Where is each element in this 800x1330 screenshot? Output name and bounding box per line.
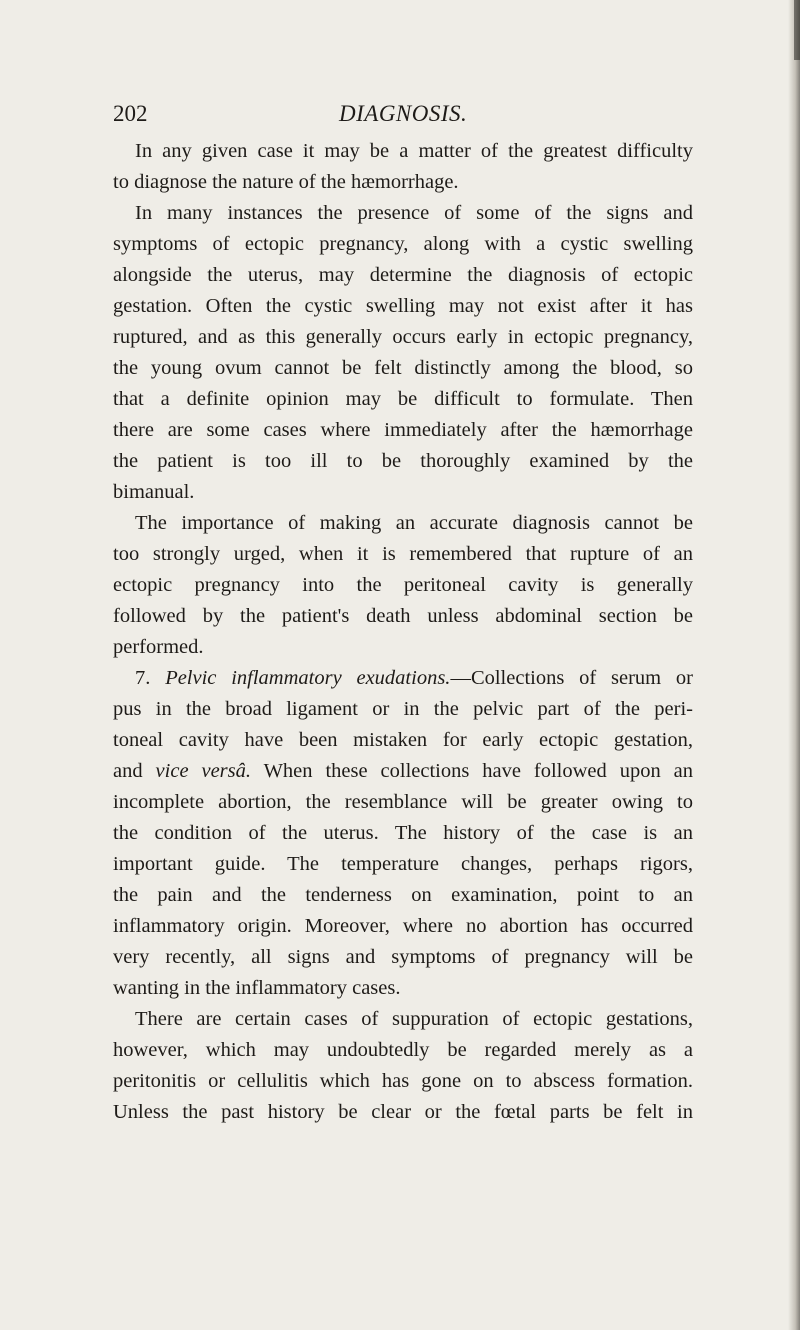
- text-line: that a definite opinion may be difficult to formulate. Then: [113, 388, 693, 410]
- body-text: [113, 136, 693, 1128]
- text-line: pus in the broad ligament or in the pelvic part of the peri-: [113, 698, 693, 720]
- text-line: too strongly urged, when it is remembered that rupture of an: [113, 543, 693, 565]
- text-line: peritonitis or cellulitis which has gone on to abscess formation.: [113, 1070, 693, 1092]
- text-line: the pain and the tenderness on examination, point to an: [113, 884, 693, 906]
- section-heading: Pelvic inflammatory exudations.: [165, 667, 451, 689]
- text-line: there are some cases where immediately after the hæmorrhage: [113, 419, 693, 441]
- text-line: wanting in the inflammatory cases.: [113, 977, 401, 999]
- text-line: inflammatory origin. Moreover, where no abortion has occurred: [113, 915, 693, 937]
- text-line: In any given case it may be a matter of the greatest difficulty: [135, 140, 693, 162]
- text-line: bimanual.: [113, 481, 195, 503]
- text-line: to diagnose the nature of the hæmorrhage.: [113, 171, 459, 193]
- text-line: toneal cavity have been mistaken for early ectopic gestation,: [113, 729, 693, 751]
- text-line: gestation. Often the cystic swelling may not exist after it has: [113, 295, 693, 317]
- section-heading-rest: —Collections of serum or: [450, 667, 693, 689]
- text-line: The importance of making an accurate diagnosis cannot be: [135, 512, 693, 534]
- text-line-vice-versa: [113, 756, 693, 787]
- text-line: the condition of the uterus. The history of the case is an: [113, 822, 693, 844]
- text-line: ectopic pregnancy into the peritoneal cavity is generally: [113, 574, 693, 596]
- running-head: [113, 99, 693, 129]
- section-number: 7.: [135, 667, 151, 689]
- text-line: the patient is too ill to be thoroughly examined by the: [113, 450, 693, 472]
- page-edge-mark: [794, 0, 800, 60]
- page-title: DIAGNOSIS.: [339, 101, 468, 126]
- vice-versa-prefix: and: [113, 760, 156, 782]
- vice-versa: vice versâ.: [155, 760, 252, 782]
- text-line: important guide. The temperature changes, perhaps rigors,: [113, 853, 693, 875]
- text-line: the young ovum cannot be felt distinctly among the blood, so: [113, 357, 693, 379]
- section-heading-line: [113, 663, 693, 694]
- text-line: Unless the past history be clear or the fœtal parts be felt in: [113, 1101, 693, 1123]
- text-line: symptoms of ectopic pregnancy, along with a cystic swelling: [113, 233, 693, 255]
- text-line: alongside the uterus, may determine the diagnosis of ectopic: [113, 264, 693, 286]
- text-line: however, which may undoubtedly be regarded merely as a: [113, 1039, 693, 1061]
- text-line: ruptured, and as this generally occurs early in ectopic pregnancy,: [113, 326, 693, 348]
- text-line: In many instances the presence of some of the signs and: [135, 202, 693, 224]
- vice-versa-rest: When these collections have followed upon an: [251, 760, 693, 782]
- page-number: 202: [113, 101, 148, 126]
- text-line: followed by the patient's death unless abdominal section be: [113, 605, 693, 627]
- text-line: performed.: [113, 636, 204, 658]
- page-edge-shadow: [788, 0, 800, 1330]
- text-line: very recently, all signs and symptoms of pregnancy will be: [113, 946, 693, 968]
- text-line: incomplete abortion, the resemblance will be greater owing to: [113, 791, 693, 813]
- text-line: There are certain cases of suppuration of ectopic gestations,: [135, 1008, 693, 1030]
